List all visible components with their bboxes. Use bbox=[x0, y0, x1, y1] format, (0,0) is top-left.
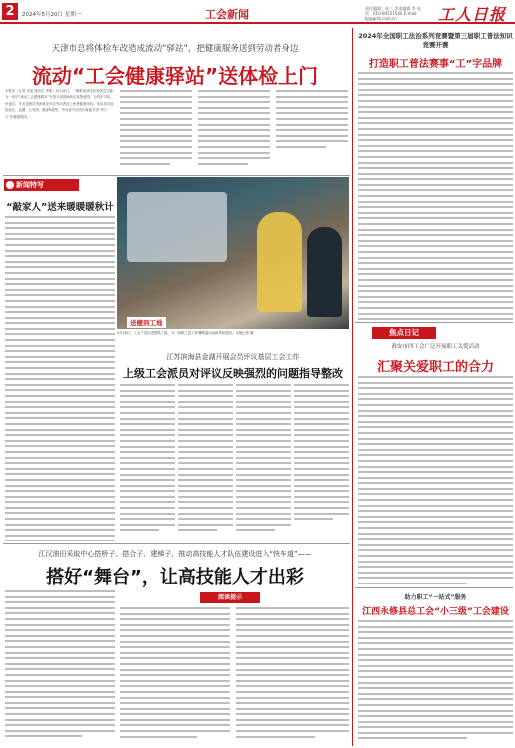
right-bottom-subhead: 助力职工“一站式”服务 bbox=[404, 594, 467, 601]
column-divider bbox=[352, 28, 353, 746]
page-number: 2 bbox=[2, 3, 18, 20]
worker-figure bbox=[257, 212, 302, 312]
story2-headline[interactable]: 上级工会派员对评议反映强烈的问题指导整改 bbox=[123, 367, 343, 380]
right-mid-headline[interactable]: 汇聚关爱职工的合力 bbox=[376, 360, 494, 375]
focus-tag: 焦点日记 bbox=[372, 327, 436, 339]
column-tag: 新闻特写 bbox=[4, 179, 79, 191]
editor-info: 责任编辑：张三 美术编辑 李 电话：010-84151540 E-mail: bj@grrb.com.cn bbox=[365, 6, 421, 21]
divider bbox=[355, 322, 513, 323]
story1-body-col4 bbox=[276, 90, 348, 172]
divider bbox=[3, 175, 350, 176]
story1-body-col2 bbox=[120, 90, 192, 172]
right-mid-subhead: 淮安市四工会广泛开展职工关爱活动 bbox=[391, 344, 480, 350]
photo-label: 送健到工地 bbox=[127, 317, 166, 328]
right-mid-body bbox=[358, 376, 513, 584]
right-top-subhead: 2024年全国职工法治系列竞赛暨第三届职工普法知识竞赛开赛 bbox=[358, 32, 513, 49]
photo-caption: 5月18日，工会干部走进建筑工地，为一线职工送上防暑降温用品和体检服务。本报记者 摄 bbox=[117, 331, 254, 335]
issue-date: 2024年5月20日 星期一 bbox=[22, 12, 82, 18]
story3-body-col1 bbox=[5, 590, 115, 742]
story2-body-col4 bbox=[294, 384, 349, 540]
worker-figure bbox=[307, 227, 342, 317]
divider bbox=[355, 587, 513, 588]
story1-headline[interactable]: 流动“工会健康驿站”送体检上门 bbox=[31, 64, 319, 88]
story1-lead: 本报讯（记者 刘旭 通讯员 李明）5月16日，一辆集流动体检和休息功能为一体的“流动工会健康驿站”开进天津滨海新区某物流园，为货车司机、快递员、外卖送餐员等新就业形态劳动者送上免费健康体检。体检项目包括血压、血糖、心电图、腹部B超等，劳动者不出园区就能享受“家门口”的健康服务。 bbox=[5, 89, 114, 119]
story3-body-col3 bbox=[236, 607, 349, 742]
column-title[interactable]: “敲家人”送来暖暖暖秋计 bbox=[6, 202, 114, 213]
divider bbox=[3, 543, 350, 544]
right-bottom-headline[interactable]: 江西永修县总工会“小三级”工会建设 bbox=[362, 607, 509, 617]
story3-subhead: 江汉油田采取中心搭桥子、搭合子、建梯子，推动高技能人才队伍建设进入“快车道”—— bbox=[38, 550, 312, 558]
story2-body-col3 bbox=[236, 384, 291, 540]
story3-body-col2 bbox=[120, 607, 230, 742]
newspaper-logo: 工人日报 bbox=[438, 5, 507, 24]
right-bottom-body bbox=[358, 620, 513, 744]
column-body bbox=[5, 216, 115, 541]
truck-shape bbox=[127, 192, 227, 262]
story2-body-col1 bbox=[120, 384, 175, 540]
masthead bbox=[0, 0, 515, 24]
news-photo bbox=[117, 177, 349, 329]
story2-body-col2 bbox=[178, 384, 233, 540]
story1-subhead: 天津市总将体检车改造成流动“驿站”，把健康服务送到劳动者身边 bbox=[51, 44, 299, 54]
reading-tip-banner: 阅读提示 bbox=[200, 592, 260, 603]
story1-body-col3 bbox=[198, 90, 270, 172]
right-top-headline[interactable]: 打造职工普法赛事“工”字品牌 bbox=[368, 59, 503, 70]
section-title: 工会新闻 bbox=[205, 8, 249, 21]
story2-subhead: 江苏滨海县金湖开展会员评议基层工会工作 bbox=[166, 353, 300, 361]
story3-headline[interactable]: 搭好“舞台”，让高技能人才出彩 bbox=[46, 567, 304, 588]
right-top-body bbox=[358, 72, 513, 322]
